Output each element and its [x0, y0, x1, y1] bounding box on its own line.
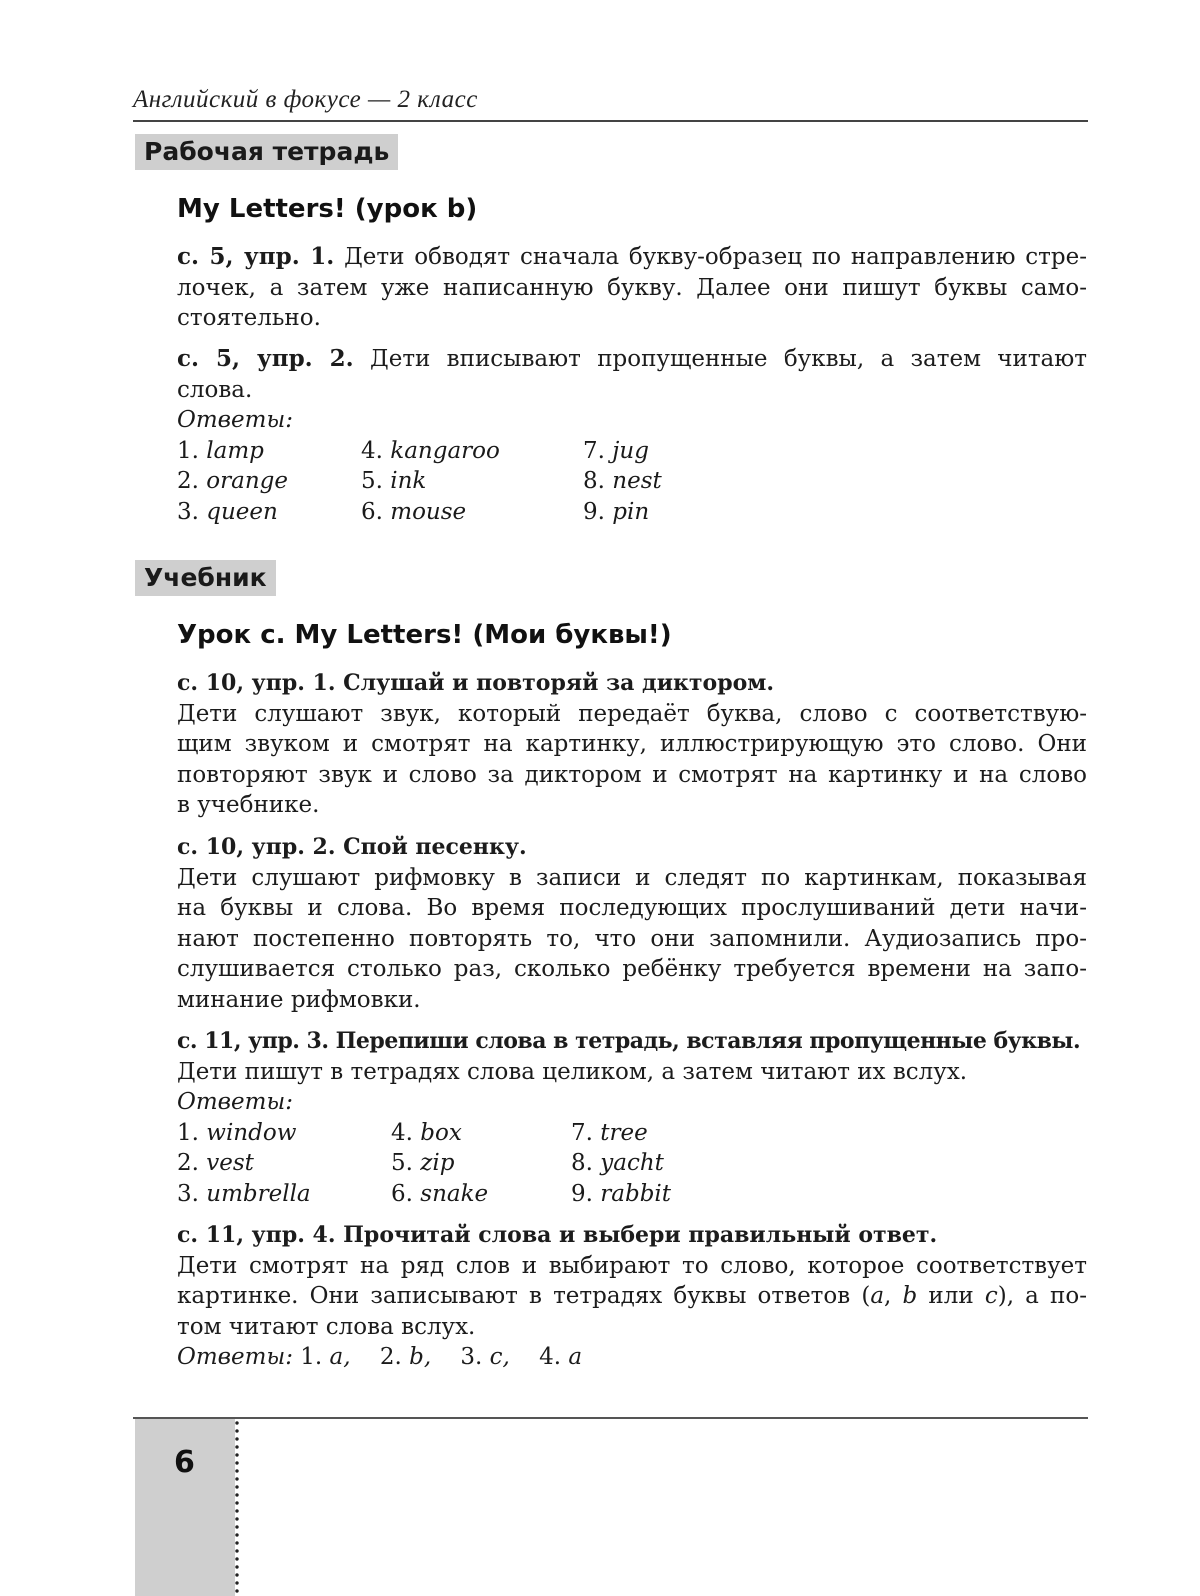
- tb-ex3-line-1: Дети пишут в тетрадях слова целиком, а затем читают их вслух.: [177, 1058, 968, 1085]
- tb-ex1-line-3: повторяют звук и слово за диктором и смотрят на картинку и на слово: [177, 761, 1087, 788]
- answer-item: 2. vest: [177, 1150, 254, 1176]
- wb-ex1-line-3: стоятельно.: [177, 305, 321, 331]
- wb-ex2-answers: [177, 436, 1087, 528]
- wb-ex1: [177, 242, 1087, 334]
- tb-ex2-line-4: слушивается столько раз, сколько ребёнку требуется времени на запо-: [177, 956, 1087, 982]
- wb-ex2-text-1: Дети вписывают пропущенные буквы, а затем читают: [370, 346, 1087, 372]
- tb-ex3-answers-label: Ответы:: [177, 1089, 293, 1115]
- tb-ex3: [177, 1026, 1087, 1210]
- answer-item: 1. lamp: [177, 437, 264, 464]
- wb-ex2: [177, 344, 1087, 528]
- answer-item: 8. nest: [583, 468, 662, 494]
- wb-ex2-line-2: слова.: [177, 376, 253, 403]
- section-tab-workbook: Рабочая тетрадь: [135, 134, 398, 170]
- answer-item: 3. queen: [177, 498, 278, 525]
- answer-item: 3. umbrella: [177, 1180, 311, 1207]
- tb-ex2-heading: с. 10, упр. 2. Спой песенку.: [177, 834, 527, 860]
- answer-item: 7. tree: [571, 1119, 648, 1146]
- answer-item: 9. rabbit: [571, 1180, 672, 1207]
- running-title: Английский в фокусе — 2 класс: [133, 86, 478, 113]
- tb-ex2-line-3: нают постепенно повторять то, что они запомнили. Аудиозапись про-: [177, 925, 1087, 952]
- tb-ex1-line-4: в учебнике.: [177, 792, 320, 818]
- answer-item: 4. kangaroo: [361, 437, 500, 464]
- wb-ex2-line-1: [177, 344, 1087, 375]
- answer-item: 1. window: [177, 1119, 297, 1146]
- tb-ex4-answers-label: Ответы:: [177, 1344, 293, 1370]
- tb-ex4-answers: Ответы: 1. a, 2. b, 3. c, 4. a: [177, 1344, 583, 1370]
- page-number: 6: [174, 1445, 195, 1480]
- tb-ex2: [177, 832, 1087, 1015]
- answer-item: 5. ink: [361, 468, 427, 494]
- tb-ex3-heading: с. 11, упр. 3. Перепиши слова в тетрадь, вставляя пропущенные буквы.: [177, 1028, 1081, 1054]
- tb-ex3-answers: [177, 1118, 1087, 1210]
- answer-item: 7. jug: [583, 437, 649, 464]
- wb-ex1-ref: с. 5, упр. 1.: [177, 243, 335, 270]
- wb-ex2-answers-label: Ответы:: [177, 407, 293, 433]
- dotted-divider: [234, 1419, 240, 1596]
- answer-item: 5. zip: [391, 1150, 455, 1176]
- footer-rule: [133, 1417, 1088, 1419]
- tb-ex2-line-2: на буквы и слова. Во время последующих прослушиваний дети начи-: [177, 895, 1087, 921]
- answer-item: 6. mouse: [361, 498, 467, 525]
- tb-ex1-line-1: Дети слушают звук, который передаёт буква, слово с соответствую-: [177, 700, 1087, 727]
- answer-item: 8. yacht: [571, 1150, 664, 1176]
- tb-ex1-heading: с. 10, упр. 1. Слушай и повторяй за диктором.: [177, 670, 775, 696]
- tb-ex4-line-1: Дети смотрят на ряд слов и выбирают то слово, которое соответствует: [177, 1252, 1087, 1279]
- wb-ex1-line-2: лочек, а затем уже написанную букву. Далее они пишут буквы само-: [177, 274, 1087, 301]
- tb-ex2-line-1: Дети слушают рифмовку в записи и следят по картинкам, показывая: [177, 864, 1087, 891]
- wb-ex2-ref: с. 5, упр. 2.: [177, 345, 354, 372]
- wb-ex1-text-1: Дети обводят сначала букву-образец по направлению стре-: [344, 244, 1088, 270]
- answer-item: 9. pin: [583, 498, 650, 525]
- tb-ex4-heading: с. 11, упр. 4. Прочитай слова и выбери правильный ответ.: [177, 1222, 938, 1248]
- answer-item: 2. orange: [177, 468, 288, 494]
- lesson-title-textbook: Урок c. My Letters! (Мои буквы!): [177, 620, 672, 650]
- header-rule: [133, 120, 1088, 122]
- tb-ex4-line-3: том читают слова вслух.: [177, 1313, 476, 1340]
- answer-item: 4. box: [391, 1119, 462, 1146]
- tb-ex2-line-5: минание рифмовки.: [177, 986, 421, 1013]
- section-tab-textbook: Учебник: [135, 560, 276, 596]
- tb-ex4: [177, 1220, 1087, 1373]
- tb-ex4-line-2: картинке. Они записывают в тетрадях буквы ответов (a, b или c), а по-: [177, 1283, 1087, 1309]
- tb-ex1: [177, 668, 1087, 821]
- wb-ex1-line-1: [177, 242, 1087, 273]
- lesson-title-workbook: My Letters! (урок b): [177, 194, 478, 224]
- answer-item: 6. snake: [391, 1180, 489, 1207]
- tb-ex1-line-2: щим звуком и смотрят на картинку, иллюстрирующую это слово. Они: [177, 731, 1087, 757]
